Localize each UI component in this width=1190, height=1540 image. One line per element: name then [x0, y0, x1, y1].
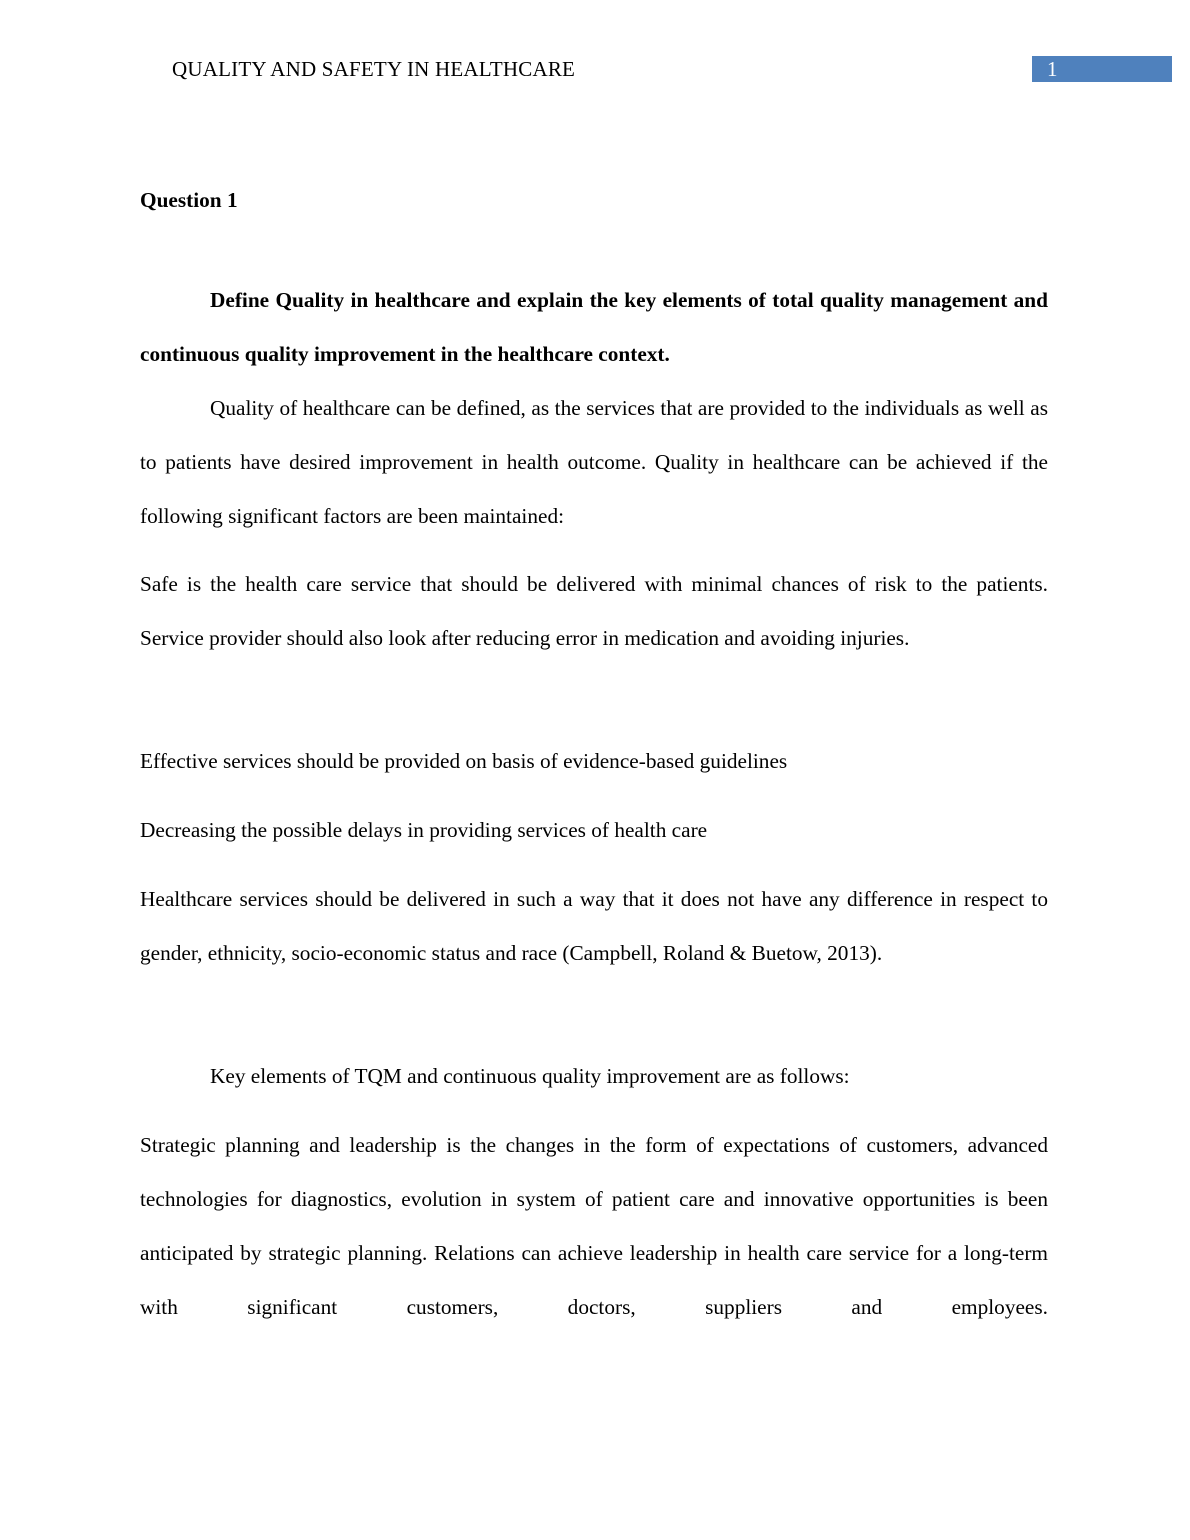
page-number: 1 [1047, 57, 1058, 81]
paragraph-timely: Decreasing the possible delays in providing services of health care [140, 818, 708, 842]
paragraph-effective: Effective services should be provided on basis of evidence-based guidelines [140, 749, 788, 773]
question-text: Define Quality in healthcare and explain the key elements of total quality management and continuous quality improvement in the healthcare context. [140, 288, 1048, 366]
paragraph-definition: Quality of healthcare can be defined, as the services that are provided to the individuals as well as to patients have desired improvement in health outcome. Quality in healthcare can be achieved if the following significant factors are been maintained: [140, 396, 1048, 528]
paragraph-strategic-planning: Strategic planning and leadership is the changes in the form of expectations of customers, advanced technologies for diagnostics, evolution in system of patient care and innovative opportunities is been anticipated by strategic planning. Relations can achieve leadership in health care service for a long-term with significant customers, doctors, suppliers and employees. [140, 1133, 1048, 1319]
paragraph-safe: Safe is the health care service that should be delivered with minimal chances of risk to the patients. Service provider should also look after reducing error in medication and avoiding injuries. [140, 572, 1048, 650]
section-heading: Question 1 [140, 188, 238, 212]
page-number-box [1032, 56, 1172, 82]
paragraph-equitable: Healthcare services should be delivered in such a way that it does not have any difference in respect to gender, ethnicity, socio-economic status and race (Campbell, Roland & Buetow, 2013). [140, 887, 1048, 965]
running-header: QUALITY AND SAFETY IN HEALTHCARE [172, 57, 576, 81]
paragraph-tqm-intro: Key elements of TQM and continuous quality improvement are as follows: [210, 1064, 850, 1088]
